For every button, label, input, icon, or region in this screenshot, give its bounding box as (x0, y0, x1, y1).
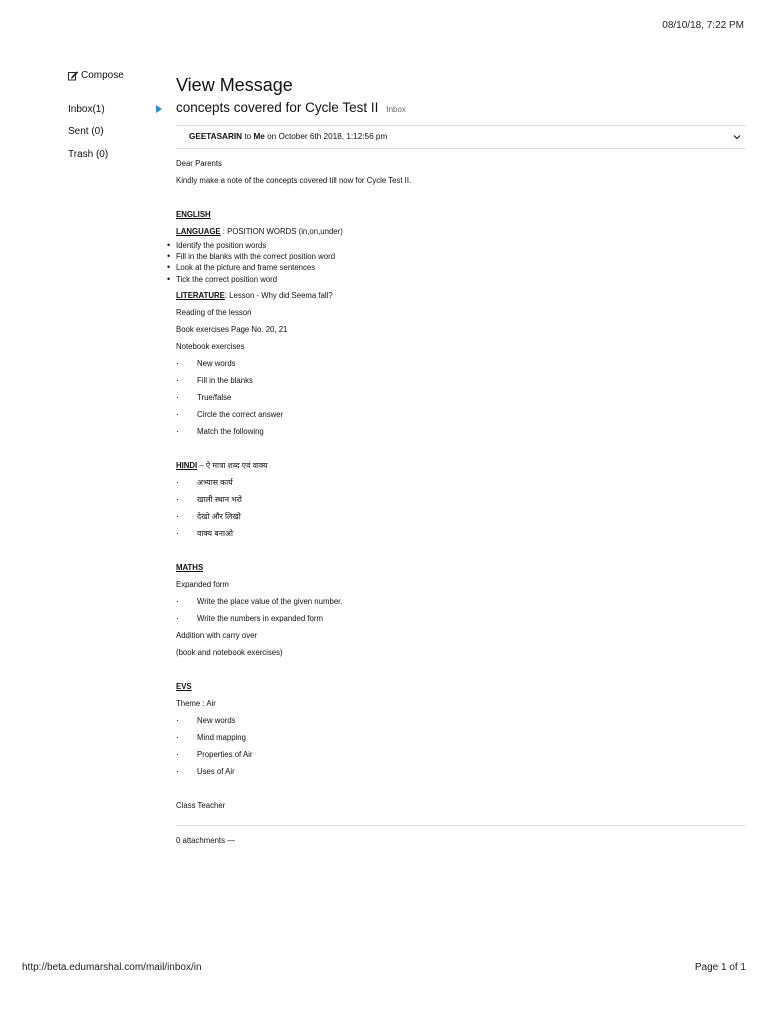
english-bullet-list (176, 240, 746, 285)
maths-note: (book and notebook exercises) (176, 647, 283, 657)
book-exercises-text: Book exercises Page No. 20, 21 (176, 324, 288, 334)
sidebar-item-inbox[interactable]: Inbox(1) (68, 104, 105, 115)
list-item: · True/false (176, 389, 746, 406)
message-view (176, 74, 746, 849)
sidebar-item-trash[interactable]: Trash (0) (68, 149, 109, 160)
list-item: · खाली स्थान भरो (176, 491, 746, 508)
list-item: • Identify the position words (176, 240, 746, 251)
folder-badge: Inbox (386, 105, 406, 114)
sender-name: GEETASARIN (189, 132, 243, 141)
literature-text: : Lesson - Why did Seema fall? (224, 290, 333, 300)
sidebar (68, 70, 168, 160)
list-item: · Properties of Air (176, 746, 746, 763)
signature: Class Teacher (176, 800, 226, 810)
hindi-heading: HINDI (176, 460, 198, 470)
expanded-form-text: Expanded form (176, 579, 229, 589)
maths-heading: MATHS (176, 562, 204, 572)
reading-text: Reading of the lesson (176, 307, 252, 317)
evs-theme: Theme : Air (176, 698, 216, 708)
notebook-exercises-text: Notebook exercises (176, 341, 245, 351)
list-item: · New words (176, 355, 746, 372)
recipient-name: Me (253, 132, 265, 141)
divider (176, 825, 746, 826)
evs-heading: EVS (176, 681, 192, 691)
print-datetime: 08/10/18, 7:22 PM (662, 20, 744, 31)
list-item: • Fill in the blanks with the correct position word (176, 251, 746, 262)
literature-label: LITERATURE (176, 290, 225, 300)
list-item: · Write the numbers in expanded form (176, 610, 746, 627)
list-item: · Match the following (176, 423, 746, 440)
message-subject: concepts covered for Cycle Test II (176, 100, 379, 115)
print-url: http://beta.edumarshal.com/mail/inbox/in (22, 962, 202, 973)
compose-label: Compose (81, 70, 124, 81)
list-item: · Fill in the blanks (176, 372, 746, 389)
list-item: · Uses of Air (176, 763, 746, 780)
message-header[interactable] (176, 125, 746, 149)
sidebar-item-sent[interactable]: Sent (0) (68, 126, 104, 137)
greeting: Dear Parents (176, 159, 222, 168)
compose-button[interactable] (68, 70, 168, 81)
attachments-text[interactable]: 0 attachments — (176, 835, 235, 845)
page-title: View Message (176, 75, 293, 95)
edit-icon (68, 71, 78, 81)
list-item: · देखो और लिखो (176, 508, 746, 525)
list-item: · Circle the correct answer (176, 406, 746, 423)
language-text: : POSITION WORDS (in,on,under) (220, 227, 343, 236)
list-item: · Write the place value of the given number. (176, 593, 746, 610)
intro-text: Kindly make a note of the concepts covered till now for Cycle Test II. (176, 176, 412, 185)
chevron-down-icon[interactable] (732, 132, 742, 142)
list-item: • Look at the picture and frame sentences (176, 262, 746, 273)
language-label: LANGUAGE (176, 227, 221, 236)
to-word: to (242, 132, 254, 141)
english-heading: ENGLISH (176, 210, 211, 219)
list-item: · वाक्य बनाओ (176, 525, 746, 542)
caret-right-icon (156, 105, 162, 113)
list-item: · New words (176, 712, 746, 729)
message-date: on October 6th 2018, 1:12:56 pm (264, 132, 388, 141)
addition-text: Addition with carry over (176, 630, 258, 640)
list-item: • Tick the correct position word (176, 274, 746, 285)
list-item: · Mind mapping (176, 729, 746, 746)
hindi-text: – ऐ मात्रा शब्द एवं वाक्य (197, 460, 268, 470)
print-page-number: Page 1 of 1 (694, 962, 746, 973)
list-item: · अभ्यास कार्य (176, 474, 746, 491)
message-body (176, 155, 746, 849)
